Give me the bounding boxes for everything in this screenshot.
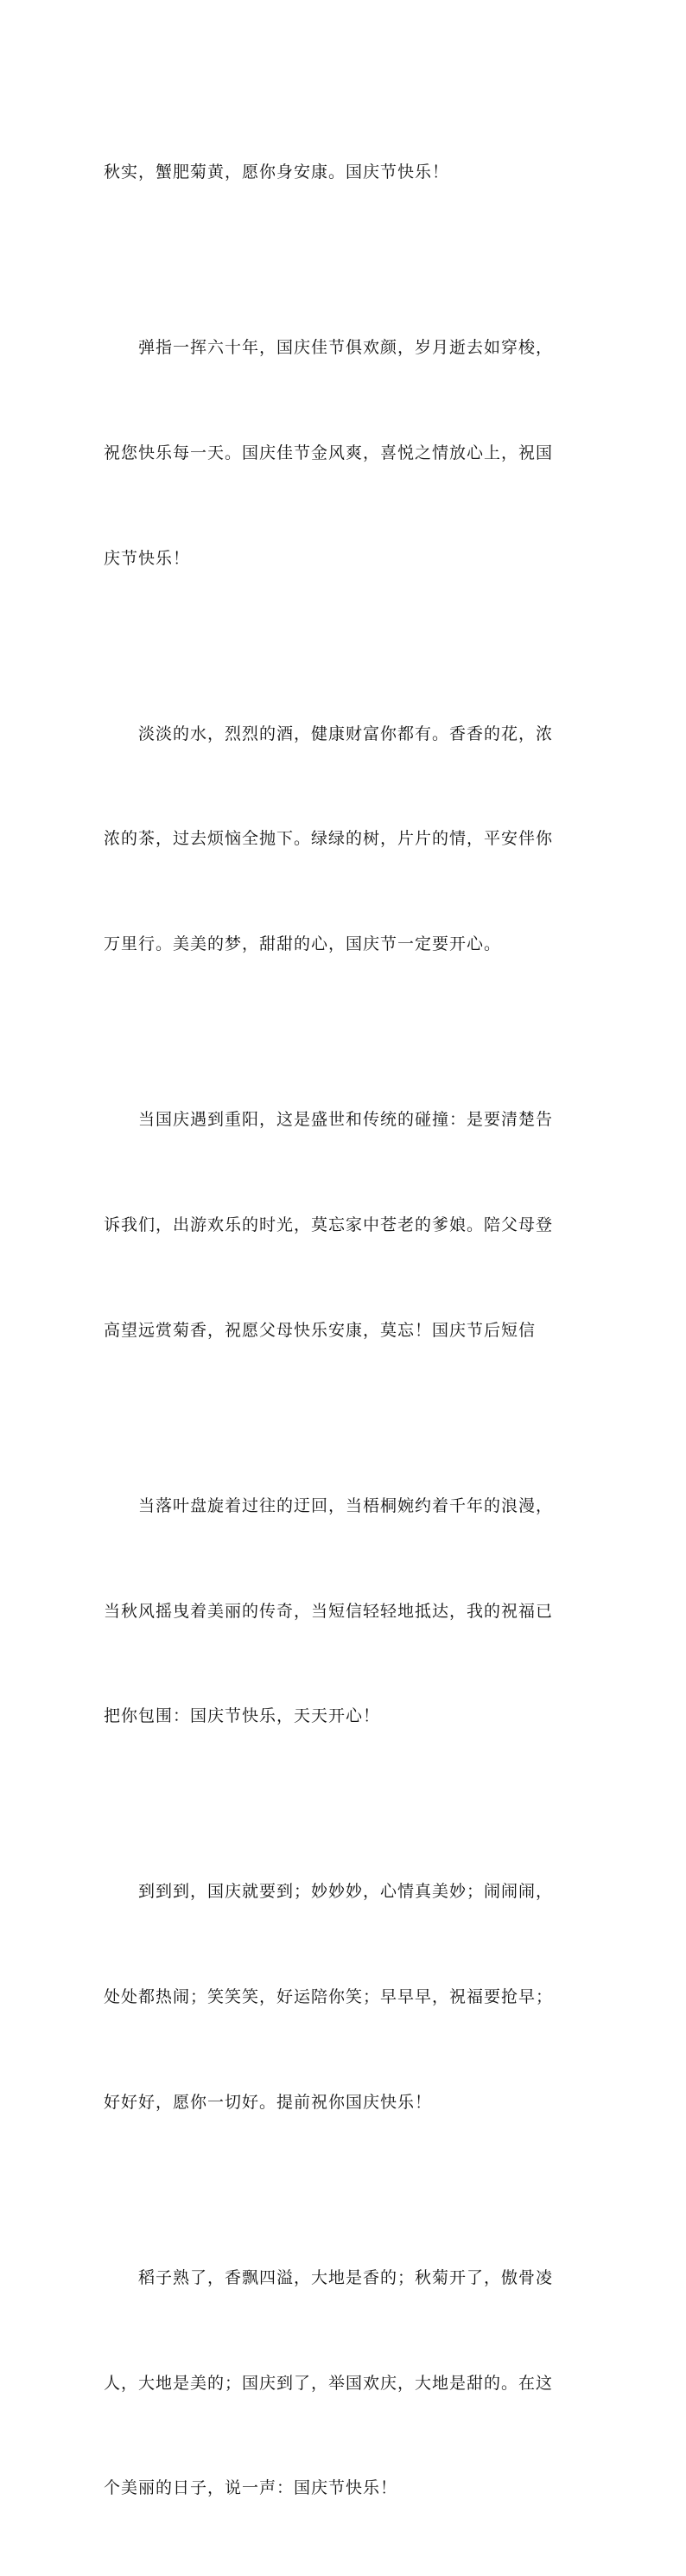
text-line: 祝您快乐每一天。国庆佳节金风爽，喜悦之情放心上，祝国 (104, 443, 554, 462)
text-line: 秋实，蟹肥菊黄，愿你身安康。国庆节快乐！ (104, 163, 450, 182)
paragraph-7 (104, 2190, 588, 2576)
text-line: 浓的茶，过去烦恼全抛下。绿绿的树，片片的情，平安伴你 (104, 829, 554, 849)
text-line: 万里行。美美的梦，甜甜的心，国庆节一定要开心。 (104, 934, 502, 954)
paragraph-5 (104, 1419, 588, 1805)
text-line: 当国庆遇到重阳，这是盛世和传统的碰撞：是要清楚告 (138, 1110, 554, 1130)
text-line: 稻子熟了，香飘四溢，大地是香的；秋菊开了，傲骨凌 (138, 2267, 554, 2287)
paragraph-6 (104, 1804, 588, 2190)
text-line: 淡淡的水，烈烈的酒，健康财富你都有。香香的花，浓 (138, 724, 554, 743)
text-line: 个美丽的日子，说一声：国庆节快乐！ (104, 2478, 398, 2498)
paragraph-1 (104, 85, 588, 260)
paragraph-3 (104, 647, 588, 1033)
paragraph-2 (104, 260, 588, 647)
text-line: 当落叶盘旋着过往的迂回，当梧桐婉约着千年的浪漫， (138, 1495, 554, 1515)
text-line: 人，大地是美的；国庆到了，举国欢庆，大地是甜的。在这 (104, 2373, 554, 2393)
text-line: 把你包围：国庆节快乐，天天开心！ (104, 1706, 381, 1726)
paragraph-4 (104, 1032, 588, 1419)
document-body (104, 85, 588, 2576)
text-line: 处处都热闹；笑笑笑，好运陪你笑；早早早，祝福要抢早； (104, 1987, 554, 2007)
text-line: 诉我们，出游欢乐的时光，莫忘家中苍老的爹娘。陪父母登 (104, 1215, 554, 1234)
text-line: 庆节快乐！ (104, 548, 191, 568)
text-line: 当秋风摇曳着美丽的传奇，当短信轻轻地抵达，我的祝福已 (104, 1601, 554, 1621)
text-line: 好好好，愿你一切好。提前祝你国庆快乐！ (104, 2092, 433, 2112)
text-line: 弹指一挥六十年，国庆佳节俱欢颜，岁月逝去如穿梭， (138, 338, 554, 358)
text-line: 到到到，国庆就要到；妙妙妙，心情真美妙；闹闹闹， (138, 1882, 554, 1902)
text-line: 高望远赏菊香，祝愿父母快乐安康，莫忘！国庆节后短信 (104, 1320, 537, 1340)
